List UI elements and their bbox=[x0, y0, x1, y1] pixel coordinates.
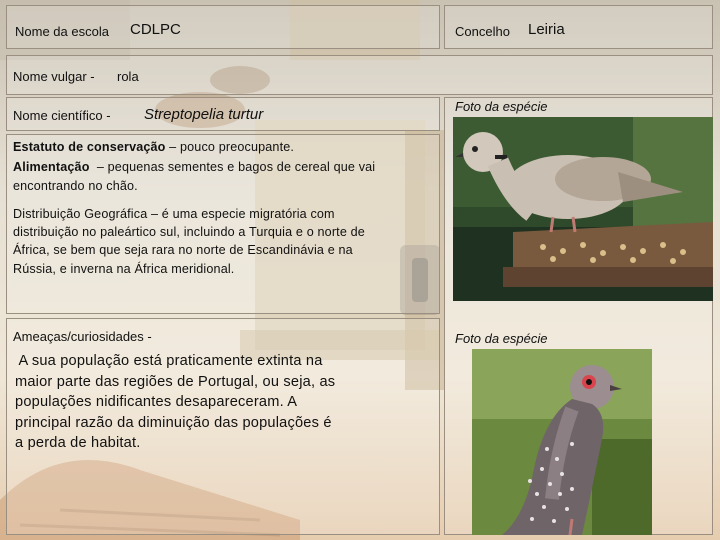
common-name-box bbox=[6, 55, 713, 95]
threats-line: a perda de habitat. bbox=[15, 435, 141, 451]
school-label: Nome da escola bbox=[15, 24, 109, 39]
photo-caption-bottom: Foto da espécie bbox=[455, 331, 548, 346]
distribution-line: Distribuição Geográfica – é uma especie migratória com bbox=[13, 207, 335, 221]
dove-on-feeder-image bbox=[453, 117, 713, 301]
threats-line: maior parte das regiões de Portugal, ou seja, as bbox=[15, 373, 336, 390]
threats-line: populações nidificantes desapareceram. A bbox=[15, 394, 298, 410]
distribution-text bbox=[13, 205, 365, 278]
feeding-line-2: encontrando no chão. bbox=[13, 179, 138, 193]
scientific-name-value: Streptopelia turtur bbox=[144, 106, 264, 123]
scientific-name-label: Nome científico - bbox=[13, 108, 111, 123]
county-label: Concelho bbox=[455, 24, 510, 39]
threats-line: principal razão da diminuição das populações é bbox=[15, 414, 332, 431]
threats-label: Ameaças/curiosidades - bbox=[13, 329, 152, 344]
common-name-label: Nome vulgar - bbox=[13, 69, 95, 84]
spotted-dove-image bbox=[472, 349, 652, 535]
feeding-label: Alimentação bbox=[13, 160, 90, 174]
common-name-value: rola bbox=[117, 69, 139, 84]
feeding-line bbox=[13, 158, 375, 176]
threats-text bbox=[15, 351, 335, 454]
conservation-label: Estatuto de conservação bbox=[13, 140, 166, 154]
photo-caption-top: Foto da espécie bbox=[455, 99, 548, 114]
conservation-text: – pouco preocupante. bbox=[165, 140, 295, 154]
distribution-line: África, se bem que seja rara no norte de Escandinávia e na bbox=[13, 243, 353, 258]
distribution-line: distribuição no paleártico sul, incluindo a Turquia e o norte de bbox=[13, 225, 365, 240]
threats-line: A sua população está praticamente extinta na bbox=[15, 353, 323, 369]
county-value: Leiria bbox=[528, 21, 565, 38]
species-photo-bottom bbox=[472, 349, 652, 535]
school-value: CDLPC bbox=[130, 21, 181, 38]
distribution-line: Rússia, e inverna na África meridional. bbox=[13, 261, 235, 276]
species-photo-top bbox=[453, 117, 713, 301]
conservation-line bbox=[13, 138, 294, 156]
feeding-text-1: – pequenas sementes e bagos de cereal que vai bbox=[89, 160, 376, 174]
